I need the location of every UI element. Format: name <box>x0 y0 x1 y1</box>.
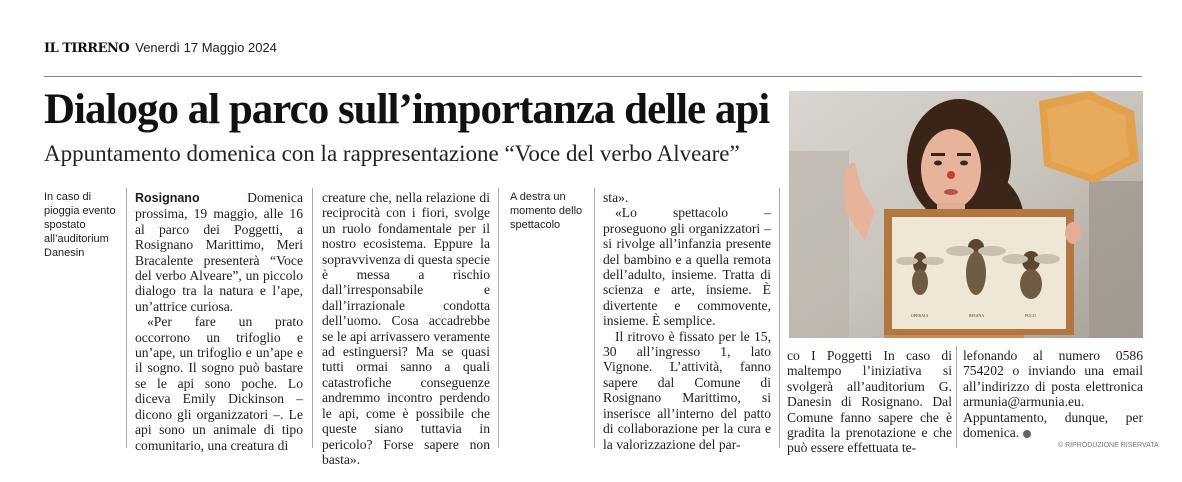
column-divider <box>594 188 595 448</box>
paragraph: «Per fare un prato occorrono un trifoglio e un’ape, un trifoglio e un’ape e il sogno. Il sogno può bastare se le api sono poche. Lo diceva Emily Dickinson – dicono gli organizzatori –. Le api sono un animale di tipo comunitario, una creatura di <box>135 314 303 453</box>
paragraph: lefonando al numero 0586 754202 o inviando una email all’indirizzo di posta elettronica armunia@armunia.eu. Appuntamento, dunque, per domenica. <box>963 348 1143 441</box>
article-column-2 <box>322 190 490 467</box>
panel-label: OPERAIA <box>911 313 929 318</box>
paragraph: Domenica prossima, 19 maggio, alle 16 al parco dei Poggetti, a Rosignano Marittimo, Meri Bracalente presenterà “Voce del verbo Alveare”, un piccolo dialogo tra la natura e l’ape, un’attrice curiosa. <box>135 190 303 314</box>
panel-label: REGINA <box>969 313 985 318</box>
paragraph: «Lo spettacolo – proseguono gli organizzatori – si rivolge all’infanzia presente del bambino e a quella remota dell’adulto, insieme. Tratta di scienza e arte, insieme. È divertente e commovente, insieme. È semplice. <box>603 205 771 329</box>
column-divider <box>312 188 313 448</box>
column-divider <box>779 188 780 448</box>
newspaper-logo: IL TIRRENO <box>44 41 130 56</box>
article-headline: Dialogo al parco sull’importanza delle api <box>44 86 770 133</box>
issue-date: Venerdì 17 Maggio 2024 <box>135 40 277 55</box>
header-rule <box>44 76 1142 77</box>
article-column-3 <box>603 190 771 452</box>
dateline: Rosignano <box>135 191 200 205</box>
column-divider <box>498 188 499 448</box>
paragraph: co I Poggetti In caso di maltempo l’iniziativa si svolgerà all’auditorium G. Danesin di Rosignano. Dal Comune fanno sapere che è gradita la prenotazione e che può essere effettuata te- <box>787 348 952 456</box>
masthead <box>44 40 277 60</box>
article-subtitle: Appuntamento domenica con la rappresentazione “Voce del verbo Alveare” <box>44 141 740 166</box>
photo-illustration <box>789 91 1143 338</box>
article-column-1 <box>135 190 303 453</box>
paragraph: creature che, nella relazione di reciprocità con i fiori, svolge un ruolo fondamentale per il nostro ecosistema. Eppure la sopravvivenza di questa specie è messa a rischio dall’irresponsabile e dall’irrazionale condotta dell’uomo. Cosa accadrebbe se le api arrivassero veramente ad estinguersi? Ma se quasi tutti ormai sanno a quali catastrofiche conseguenze andremmo incontro perdendo le api, come è possibile che queste siano tuttavia in pericolo? Forse sapere non basta». <box>322 190 490 467</box>
article-column-4 <box>787 348 952 456</box>
column-divider <box>956 346 957 448</box>
end-mark-icon <box>1023 430 1031 438</box>
photo-caption: A destra un momento dello spettacolo <box>510 191 583 231</box>
panel-label: FUCO <box>1025 313 1036 318</box>
article-photo <box>789 91 1143 338</box>
column-divider <box>126 188 127 448</box>
paragraph: Il ritrovo è fissato per le 15, 30 all’ingresso 1, lato Vignone. L’attività, fanno sapere dal Comune di Rosignano Marittimo, si inserisce all’interno del patto di collaborazione per la cura e la valorizzazione del par- <box>603 328 771 452</box>
paragraph: sta». <box>603 190 629 205</box>
side-caption-rain: In caso di pioggia evento spostato all’auditorium Danesin <box>44 191 116 259</box>
copyright-notice: © RIPRODUZIONE RISERVATA <box>1058 442 1159 449</box>
article-column-5 <box>963 348 1143 440</box>
